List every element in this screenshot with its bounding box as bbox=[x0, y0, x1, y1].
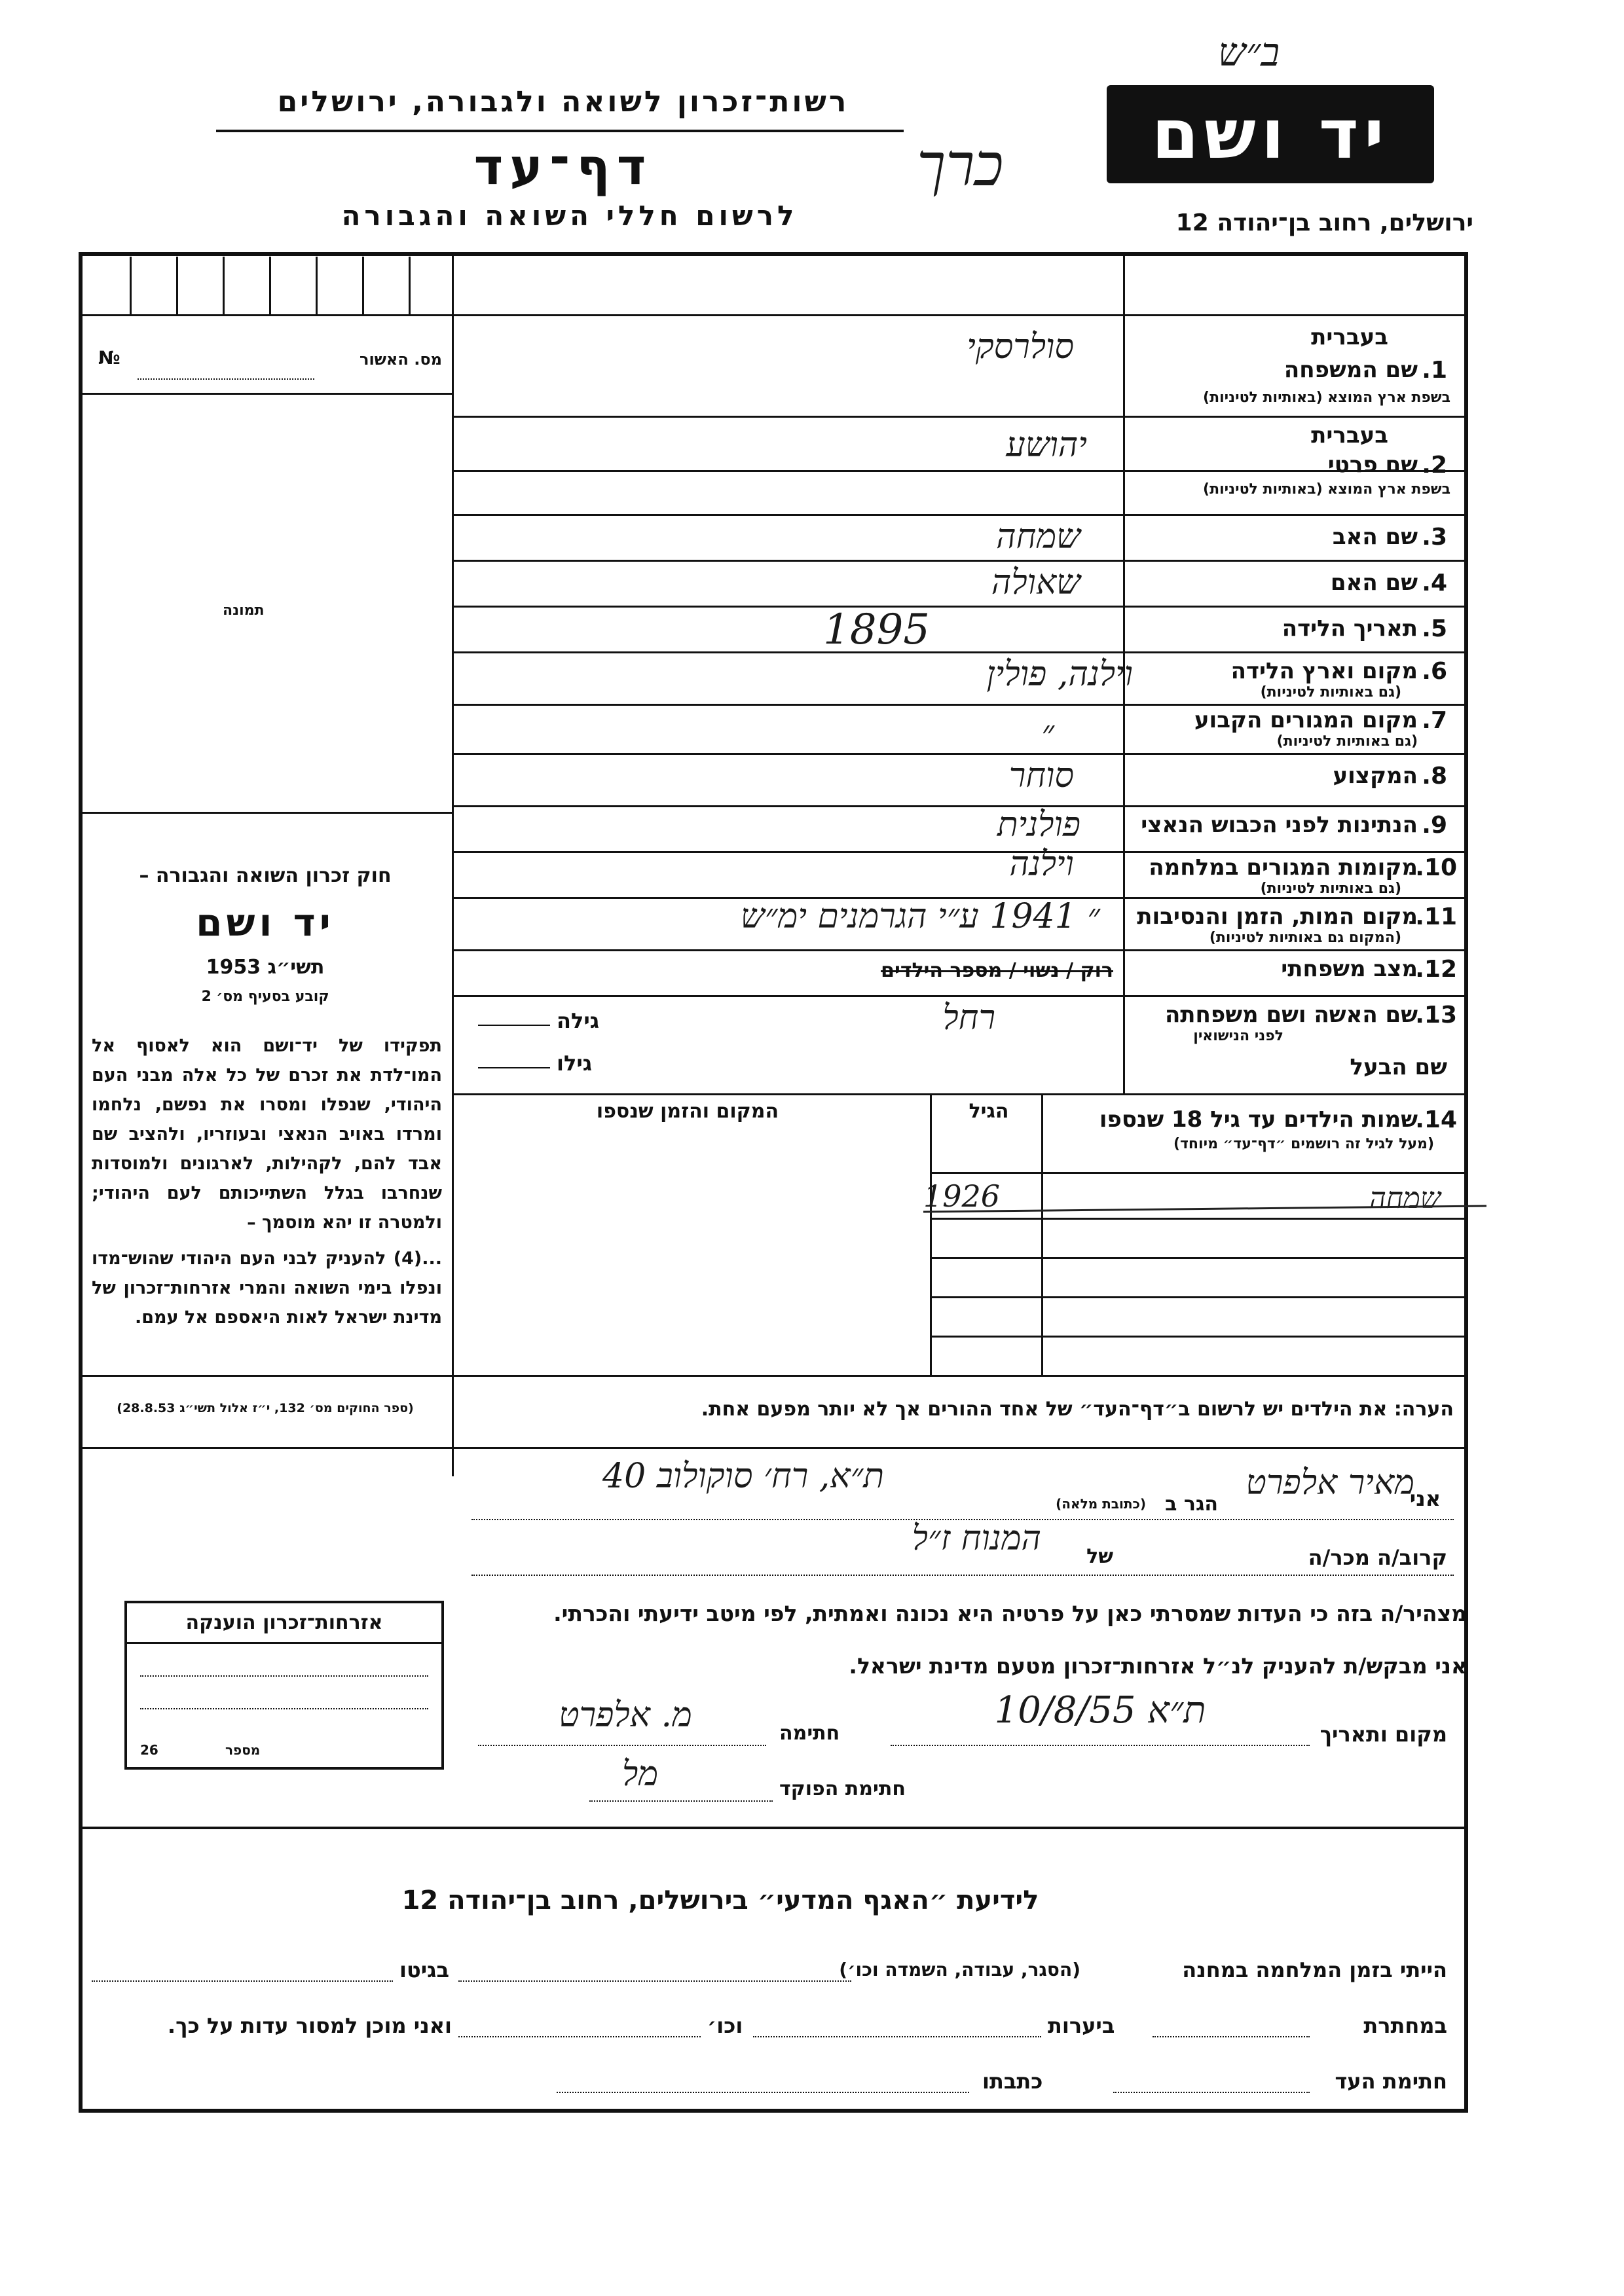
children-row-rule bbox=[930, 1218, 1467, 1220]
underground-input[interactable] bbox=[1153, 2036, 1310, 2037]
law-clause: קובע בסעיף מס׳ 2 bbox=[201, 989, 329, 1005]
field-13-sub: לפני הנישואין bbox=[1193, 1028, 1283, 1044]
bottom-line3-b: כתבתו bbox=[982, 2069, 1043, 2094]
official-signature-value[interactable]: מל bbox=[622, 1755, 659, 1794]
field-8-number: 8. bbox=[1422, 763, 1447, 790]
relation-value[interactable]: המנוח ז״ל bbox=[912, 1519, 1041, 1558]
children-row-rule bbox=[930, 1296, 1467, 1298]
law-title: חוק זכרון השואה והגבורה – bbox=[139, 864, 392, 887]
husband-age-input[interactable] bbox=[478, 1067, 550, 1068]
field-6-sub: (גם באותיות לטיניות) bbox=[1260, 684, 1401, 701]
law-year: תשי״ג 1953 bbox=[206, 956, 325, 979]
field-12-options[interactable]: רוק / נשוי / מספר הילדים bbox=[881, 959, 1113, 982]
field-9-value[interactable]: פולנית bbox=[997, 805, 1080, 845]
children-row-rule bbox=[930, 1257, 1467, 1259]
field-12-label: מצב משפחתי bbox=[1281, 956, 1418, 982]
relation-line bbox=[471, 1575, 1454, 1576]
row-rule bbox=[452, 651, 1467, 653]
strip-ticks bbox=[85, 257, 445, 314]
field-6-value[interactable]: וילנה, פולין bbox=[986, 655, 1133, 694]
field-5-number: 5. bbox=[1422, 615, 1447, 642]
law-gazette: (ספר החוקים מס׳ 132, י״ז אלול תשי״ג 28.8.53) bbox=[117, 1401, 414, 1415]
field-10-sub: (גם באותיות לטיניות) bbox=[1260, 881, 1401, 897]
field-7-label: מקום המגורים הקבוע bbox=[1194, 707, 1418, 733]
camp-input[interactable] bbox=[458, 1980, 851, 1982]
field-1-sub: בשפת ארץ המוצא (באותיות לטיניות) bbox=[1203, 390, 1450, 406]
field-6-label: מקום וארץ הלידה bbox=[1230, 658, 1418, 684]
row-rule bbox=[452, 851, 1467, 853]
address-line: ירושלים, רחוב בן־יהודה 12 bbox=[1175, 210, 1473, 236]
field-10-label: מקומות המגורים במלחמה bbox=[1149, 854, 1418, 881]
children-subtitle: (מעל לגיל זה רושמים ״דף־עד״ מיוחד) bbox=[1173, 1136, 1434, 1152]
field-10-value[interactable]: וילנה bbox=[1009, 845, 1074, 884]
bottom-section-rule bbox=[79, 1827, 1467, 1829]
row-rule bbox=[452, 514, 1467, 516]
children-header-rule bbox=[930, 1172, 1467, 1174]
certificate-title: אזרחות־זכרון הוענקה bbox=[127, 1603, 441, 1644]
children-number: 14. bbox=[1415, 1106, 1457, 1133]
field-2-value[interactable]: יהושע bbox=[1006, 426, 1087, 465]
row-rule bbox=[452, 470, 1467, 472]
field-2-sub: בשפת ארץ המוצא (באותיות לטיניות) bbox=[1203, 481, 1450, 498]
signature-value[interactable]: מ. אלפרט bbox=[559, 1696, 692, 1735]
field-11-sub: (המקום גם באותיות לטיניות) bbox=[1209, 930, 1401, 946]
ghetto-input[interactable] bbox=[92, 1980, 393, 1982]
header-rule bbox=[216, 130, 904, 132]
id-field bbox=[85, 321, 449, 386]
bottom-line1-label: הייתי בזמן המלחמה במחנה bbox=[1182, 1958, 1447, 1982]
field-11-number: 11. bbox=[1415, 903, 1457, 930]
handwritten-note: כרך bbox=[917, 131, 1004, 200]
id-label: מס. האשור bbox=[360, 350, 442, 369]
row-rule bbox=[452, 416, 1467, 418]
field-2-number: 2. bbox=[1422, 452, 1447, 479]
declaration-request: אני מבקש/ת להעניק לנ״ל אזרחות־זכרון מטעם מדינת ישראל. bbox=[849, 1653, 1467, 1679]
field-6-number: 6. bbox=[1422, 658, 1447, 685]
of-label: של bbox=[1086, 1545, 1113, 1568]
field-10-number: 10. bbox=[1415, 854, 1457, 881]
law-name: יד ושם bbox=[196, 900, 335, 945]
field-9-label: הנתינות לפני הכבוש הנאצי bbox=[1141, 812, 1418, 838]
frame-top-strip bbox=[79, 314, 1467, 316]
field-1-label: שם המשפחה bbox=[1283, 357, 1418, 383]
row-rule bbox=[452, 1093, 1467, 1095]
id-input[interactable] bbox=[138, 360, 314, 380]
field-1-number: 1. bbox=[1422, 357, 1447, 384]
child-name[interactable]: שמחה bbox=[1369, 1182, 1441, 1215]
field-12-number: 12. bbox=[1415, 956, 1457, 983]
wife-age-label: גילה bbox=[557, 1008, 600, 1033]
field-8-label: המקצוע bbox=[1333, 763, 1418, 789]
number-label: № bbox=[98, 347, 120, 369]
archive-number: ב״ש bbox=[1218, 29, 1280, 75]
declaration-i-label: אני bbox=[1409, 1486, 1441, 1511]
photo-bottom-rule bbox=[79, 812, 452, 814]
signature-line bbox=[478, 1745, 766, 1746]
field-4-label: שם האם bbox=[1330, 570, 1418, 596]
field-13-label: שם האשה ושם משפחתה bbox=[1164, 1002, 1418, 1028]
remark-bottom-rule bbox=[79, 1447, 1467, 1449]
field-9-number: 9. bbox=[1422, 812, 1447, 839]
field-1-value[interactable]: סולרסקי bbox=[967, 327, 1074, 367]
husband-label: שם הבעל bbox=[1350, 1054, 1447, 1080]
form-title: דף־עד bbox=[473, 137, 653, 196]
place-date-line bbox=[891, 1745, 1310, 1746]
field-5-label: תאריך הלידה bbox=[1282, 615, 1418, 642]
child-age[interactable]: 1926 bbox=[923, 1178, 1001, 1214]
photo-top-rule bbox=[79, 393, 452, 395]
forests-input[interactable] bbox=[753, 2036, 1041, 2037]
field-2-lang: בעברית bbox=[1311, 422, 1388, 448]
bottom-line2-b: ביערות bbox=[1048, 2013, 1115, 2038]
field-7-number: 7. bbox=[1422, 707, 1447, 734]
certificate-number-label: מספר bbox=[225, 1742, 261, 1758]
field-13-value[interactable]: רחל bbox=[942, 998, 995, 1038]
declarant-name[interactable]: מאיר אלפרט bbox=[1246, 1463, 1414, 1503]
law-bottom-rule bbox=[79, 1375, 452, 1377]
form-subtitle: לרשום חללי השואה והגבורה bbox=[341, 200, 798, 232]
remark-top-rule bbox=[452, 1375, 1467, 1377]
official-line bbox=[589, 1800, 773, 1802]
children-age-header: הגיל bbox=[969, 1100, 1009, 1123]
row-rule bbox=[452, 753, 1467, 755]
row-rule bbox=[452, 704, 1467, 706]
witness-signature-input[interactable] bbox=[1113, 2092, 1310, 2093]
relation-label: קרוב/ה מכר/ה bbox=[1308, 1545, 1447, 1570]
row-rule bbox=[452, 949, 1467, 951]
field-7-sub: (גם באותיות לטיניות) bbox=[1276, 733, 1418, 750]
etc-input[interactable] bbox=[458, 2036, 701, 2037]
children-row-rule bbox=[930, 1336, 1467, 1338]
row-rule bbox=[452, 805, 1467, 807]
photo-label: תמונה bbox=[223, 602, 265, 619]
field-8-value[interactable]: סוחר bbox=[1008, 756, 1074, 795]
bottom-line2-c: וכו׳ bbox=[707, 2013, 743, 2038]
institution-name: רשות־זכרון לשואה ולגבורה, ירושלים bbox=[277, 85, 849, 118]
witness-address-input[interactable] bbox=[557, 2092, 969, 2093]
field-7-value[interactable]: ״ bbox=[1041, 714, 1054, 753]
row-rule bbox=[452, 995, 1467, 997]
bottom-title: לידיעת ״האגף המדעי״ בירושלים, רחוב בן־יהודה 12 bbox=[401, 1886, 1039, 1916]
field-2-label: שם פרטי bbox=[1327, 452, 1418, 478]
field-3-label: שם האב bbox=[1332, 524, 1418, 550]
certificate-number: 26 bbox=[140, 1742, 158, 1758]
row-rule bbox=[452, 606, 1467, 608]
certificate-box bbox=[124, 1601, 444, 1770]
bottom-line1-end: בגיטו bbox=[399, 1958, 449, 1982]
bottom-line1-note: (הסגר, עבודה, השמדה וכו׳) bbox=[839, 1959, 1080, 1980]
children-title: שמות הילדים עד גיל 18 שנספו bbox=[1099, 1106, 1418, 1133]
address-note: (כתובת מלאה) bbox=[1056, 1496, 1146, 1512]
yad-vashem-logo bbox=[1107, 85, 1434, 183]
official-signature-label: חתימת הפוקד bbox=[779, 1777, 906, 1800]
children-place-header: המקום והזמן שנספו bbox=[596, 1100, 779, 1123]
field-13-number: 13. bbox=[1415, 1002, 1457, 1029]
children-col-divider bbox=[1041, 1093, 1043, 1375]
strip-divider bbox=[1123, 252, 1125, 318]
field-1-lang: בעברית bbox=[1311, 324, 1388, 350]
logo-text: יד ושם bbox=[1151, 94, 1390, 174]
field-4-number: 4. bbox=[1422, 570, 1447, 596]
field-11-value[interactable]: ״ 1941 ע״י הגרמנים ימ״ש bbox=[740, 897, 1100, 936]
row-rule bbox=[452, 560, 1467, 562]
field-11-label: מקום המות, הזמן והנסיבות bbox=[1137, 903, 1418, 930]
bottom-line2-a: במחתרת bbox=[1363, 2013, 1447, 2038]
wife-age-input[interactable] bbox=[478, 1025, 550, 1026]
declaration-statement: מצהיר/ה בזה כי העדות שמסרתי כאן על פרטיה היא נכונה ואמתית, לפי מיטב ידיעתי והכרתי. bbox=[553, 1601, 1467, 1626]
place-date-label: מקום ותאריך bbox=[1320, 1722, 1447, 1747]
children-col-divider bbox=[930, 1093, 932, 1375]
field-4-value[interactable]: שאולה bbox=[991, 563, 1080, 602]
field-5-value[interactable]: 1895 bbox=[823, 606, 930, 654]
declarant-address[interactable]: ת״א, רח׳ סוקולוב 40 bbox=[602, 1457, 884, 1496]
place-date-value[interactable]: ת״א 10/8/55 bbox=[994, 1689, 1206, 1732]
field-3-value[interactable]: שמחה bbox=[996, 517, 1080, 556]
remark: הערה: את הילדים יש לרשום ב״דף־העד״ של אחד ההורים אך לא יותר מפעם אחת. bbox=[701, 1398, 1454, 1421]
resides-label: הגר ב bbox=[1165, 1493, 1218, 1516]
field-3-number: 3. bbox=[1422, 524, 1447, 551]
law-text-clause: ...(4) להעניק לבני העם היהודי שהוש־מדו ונפלו בימי השואה והמרי אזרחות־זכרון של מדינת ישראל לאות היאספם אל עמם. bbox=[92, 1248, 442, 1328]
husband-age-label: גילו bbox=[557, 1051, 593, 1076]
bottom-line2-end: ואני מוכן למסור עדות על כך. bbox=[167, 2013, 452, 2038]
bottom-line3-a: חתימת העד bbox=[1335, 2069, 1447, 2094]
law-text: תפקידו של יד־ושם הוא לאסוף אל המו־לדת את זכרם של כל אלה מבני העם היהודי, שנפלו ומסרו את נפשם, נלחמו ומרדו באויב הנאצי ובעוזריו, ולהציב שם אבד להם, לקהילות, לארגונים ולמוסדות שנחרבו בגלל השתייכותם לעם היהודי; ולמטרה זו יהא מוסמך – bbox=[92, 1036, 442, 1233]
signature-label: חתימה bbox=[779, 1722, 840, 1745]
strip-divider bbox=[452, 252, 454, 318]
